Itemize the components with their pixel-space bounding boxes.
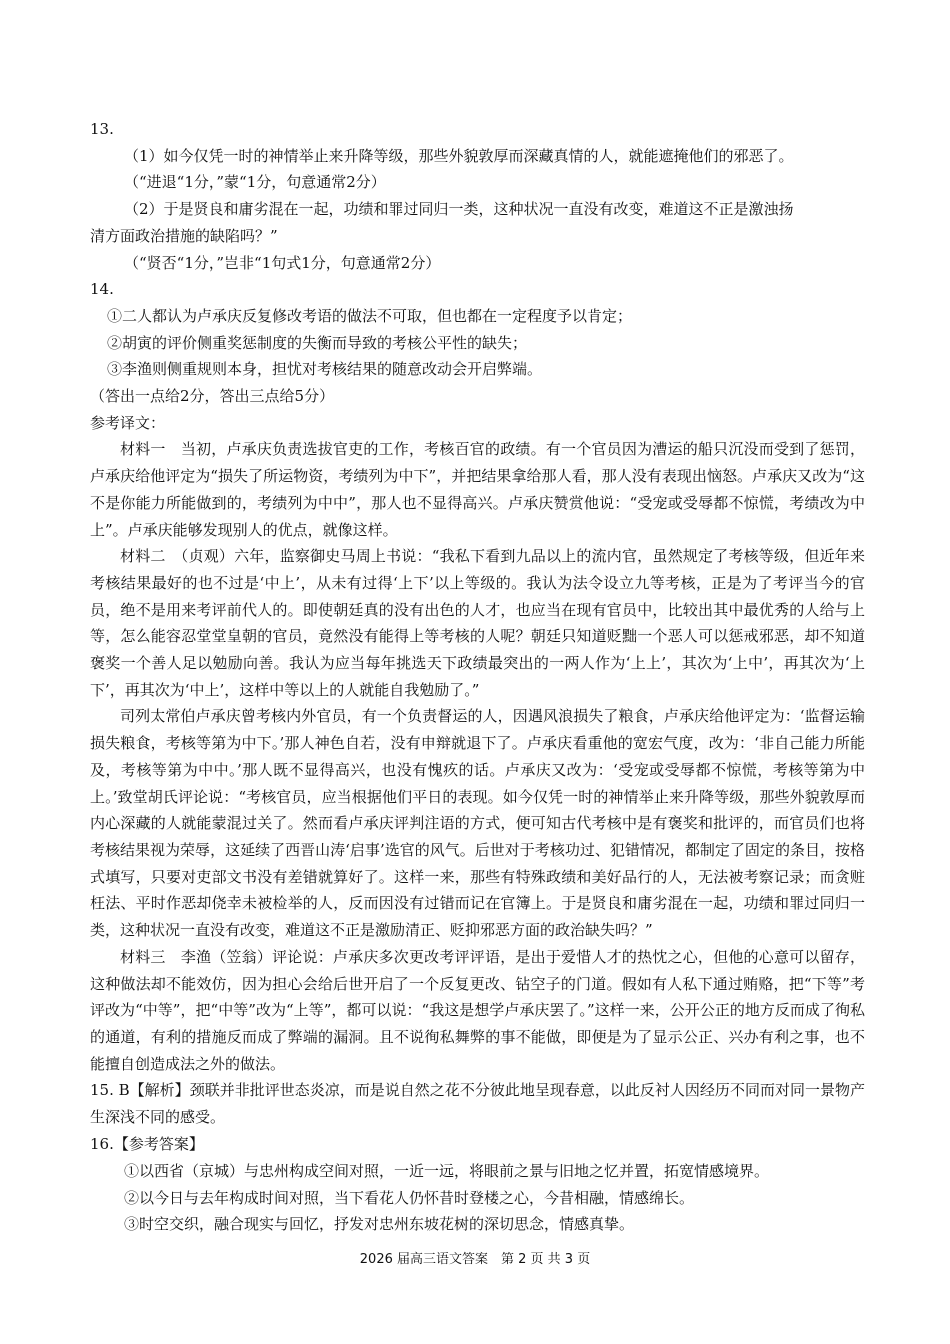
- answer-content: [90, 116, 865, 1238]
- q14-point-1: ①二人都认为卢承庆反复修改考语的做法不可取，但也都在一定程度予以肯定；: [107, 306, 633, 325]
- q16-point-2: ②以今日与去年构成时间对照，当下看花人仍怀昔时登楼之心，今昔相融，情感绵长。: [124, 1188, 695, 1207]
- q13-answer-2-line1: （2）于是贤良和庸劣混在一起，功绩和罪过同归一类，这种状况一直没有改变，难道这不正是激浊扬: [124, 200, 794, 219]
- q15-answer: 15. B【解析】颈联并非批评世态炎凉，而是说自然之花不分彼此地呈现春意，以此反衬人因经历不同而对同一景物产生深浅不同的感受。: [90, 1081, 865, 1127]
- q13-score-2: （“贤否“1分，”岂非“1句式1分，句意通常2分）: [124, 253, 441, 272]
- q16-point-1: ①以西省（京城）与忠州构成空间对照，一近一远，将眼前之景与旧地之忆并置，拓宽情感境界。: [124, 1162, 770, 1181]
- translation-material-1: 材料一 当初，卢承庆负责选拔官吏的工作，考核百官的政绩。有一个官员因为漕运的船只沉没而受到了惩罚，卢承庆给他评定为“损失了所运物资，考绩列为中下”，并把结果拿给那人看，那人没有表现出恼怒。卢承庆又改为“这不是你能力所能做到的，考绩列为中中”，那人也不显得高兴。卢承庆赞赏他说：“受宠或受辱都不惊慌，考绩改为中上”。卢承庆能够发现别人的优点，就像这样。: [90, 440, 865, 539]
- q14-number: 14.: [90, 280, 114, 299]
- translation-material-3: 材料三 李渔（笠翁）评论说：卢承庆多次更改考评评语，是出于爱惜人才的热忱之心，但他的心意可以留存，这种做法却不能效仿，因为担心会给后世开启了一个反复更改、钻空子的门道。假如有人私下通过贿赂，把“下等”考评改为“中等”，把“中等”改为“上等”，都可以说：“我这是想学卢承庆罢了。”这样一来，公开公正的地方反而成了徇私的通道，有利的措施反而成了弊端的漏洞。且不说徇私舞弊的事不能做，即便是为了显示公正、兴办有利之事，也不能擅自创造成法之外的做法。: [90, 947, 865, 1073]
- q14-score: （答出一点给2分，答出三点给5分）: [90, 387, 335, 406]
- q13-answer-2-line2: 清方面政治措施的缺陷吗？”: [90, 226, 278, 245]
- translation-heading: 参考译文：: [90, 413, 166, 432]
- translation-material-2-continued: 司列太常伯卢承庆曾考核内外官员，有一个负责督运的人，因遇风浪损失了粮食，卢承庆给他评定为：‘监督运输损失粮食，考核等第为中下。’那人神色自若，没有申辩就退下了。卢承庆看重他的宽宏气度，改为：‘非自己能力所能及，考核等第为中中。’那人既不显得高兴，也没有愧疚的话。卢承庆又改为：‘受宠或受辱都不惊慌，考核等第为中上。’致堂胡氏评论说：“考核官员，应当根据他们平日的表现。如今仅凭一时的神情举止来升降等级，那些外貌敦厚而内心深藏的人就能蒙混过关了。然而看卢承庆评判注语的方式，便可知古代考核中是有褒奖和批评的，而官员们也将考核结果视为荣辱，这延续了西晋山涛‘启事’选官的风气。后世对于考核功过、犯错情况，都制定了固定的条目，按格式填写，只要对吏部文书没有差错就算好了。这样一来，那些有特殊政绩和美好品行的人，无法被考察记录；而贪赃枉法、平时作恶却侥幸未被检举的人，反而因没有过错而记在官簿上。于是贤良和庸劣混在一起，功绩和罪过同归一类，这种状况一直没有改变，难道这不正是激励清正、贬抑邪恶方面的政治缺失吗？”: [90, 707, 865, 940]
- q16-heading: 16.【参考答案】: [90, 1135, 204, 1154]
- translation-material-2: 材料二 （贞观）六年，监察御史马周上书说：“我私下看到九品以上的流内官，虽然规定了考核等级，但近年来考核结果最好的也不过是‘中上’，从未有过得‘上下’以上等级的。我认为法令设立九等考核，正是为了考评当今的官员，绝不是用来考评前代人的。即使朝廷真的没有出色的人才，也应当在现有官员中，比较出其中最优秀的人给与上等，怎么能容忍堂堂皇朝的官员，竟然没有能得上等考核的人呢？朝廷只知道贬黜一个恶人可以惩戒邪恶，却不知道褒奖一个善人足以勉励向善。我认为应当每年挑选天下政绩最突出的一两人作为‘上上’，其次为‘上中’，再其次为‘上下’，再其次为‘中上’，这样中等以上的人就能自我勉励了。”: [90, 547, 865, 699]
- q16-point-3: ③时空交织，融合现实与回忆，抒发对忠州东坡花树的深切思念，情感真挚。: [124, 1215, 635, 1234]
- q13-answer-1: （1）如今仅凭一时的神情举止来升降等级，那些外貌敦厚而深藏真情的人，就能遮掩他们的邪恶了。: [124, 146, 794, 165]
- q13-number: 13.: [90, 120, 114, 138]
- q14-point-2: ②胡寅的评价侧重奖惩制度的失衡而导致的考核公平性的缺失；: [107, 333, 528, 352]
- q13-score-1: （“进退“1分，”蒙“1分，句意通常2分）: [124, 173, 386, 192]
- q14-point-3: ③李渔则侧重规则本身，担忧对考核结果的随意改动会开启弊端。: [107, 360, 543, 379]
- page-footer: 2026 届高三语文答案 第 2 页 共 3 页: [359, 1252, 591, 1267]
